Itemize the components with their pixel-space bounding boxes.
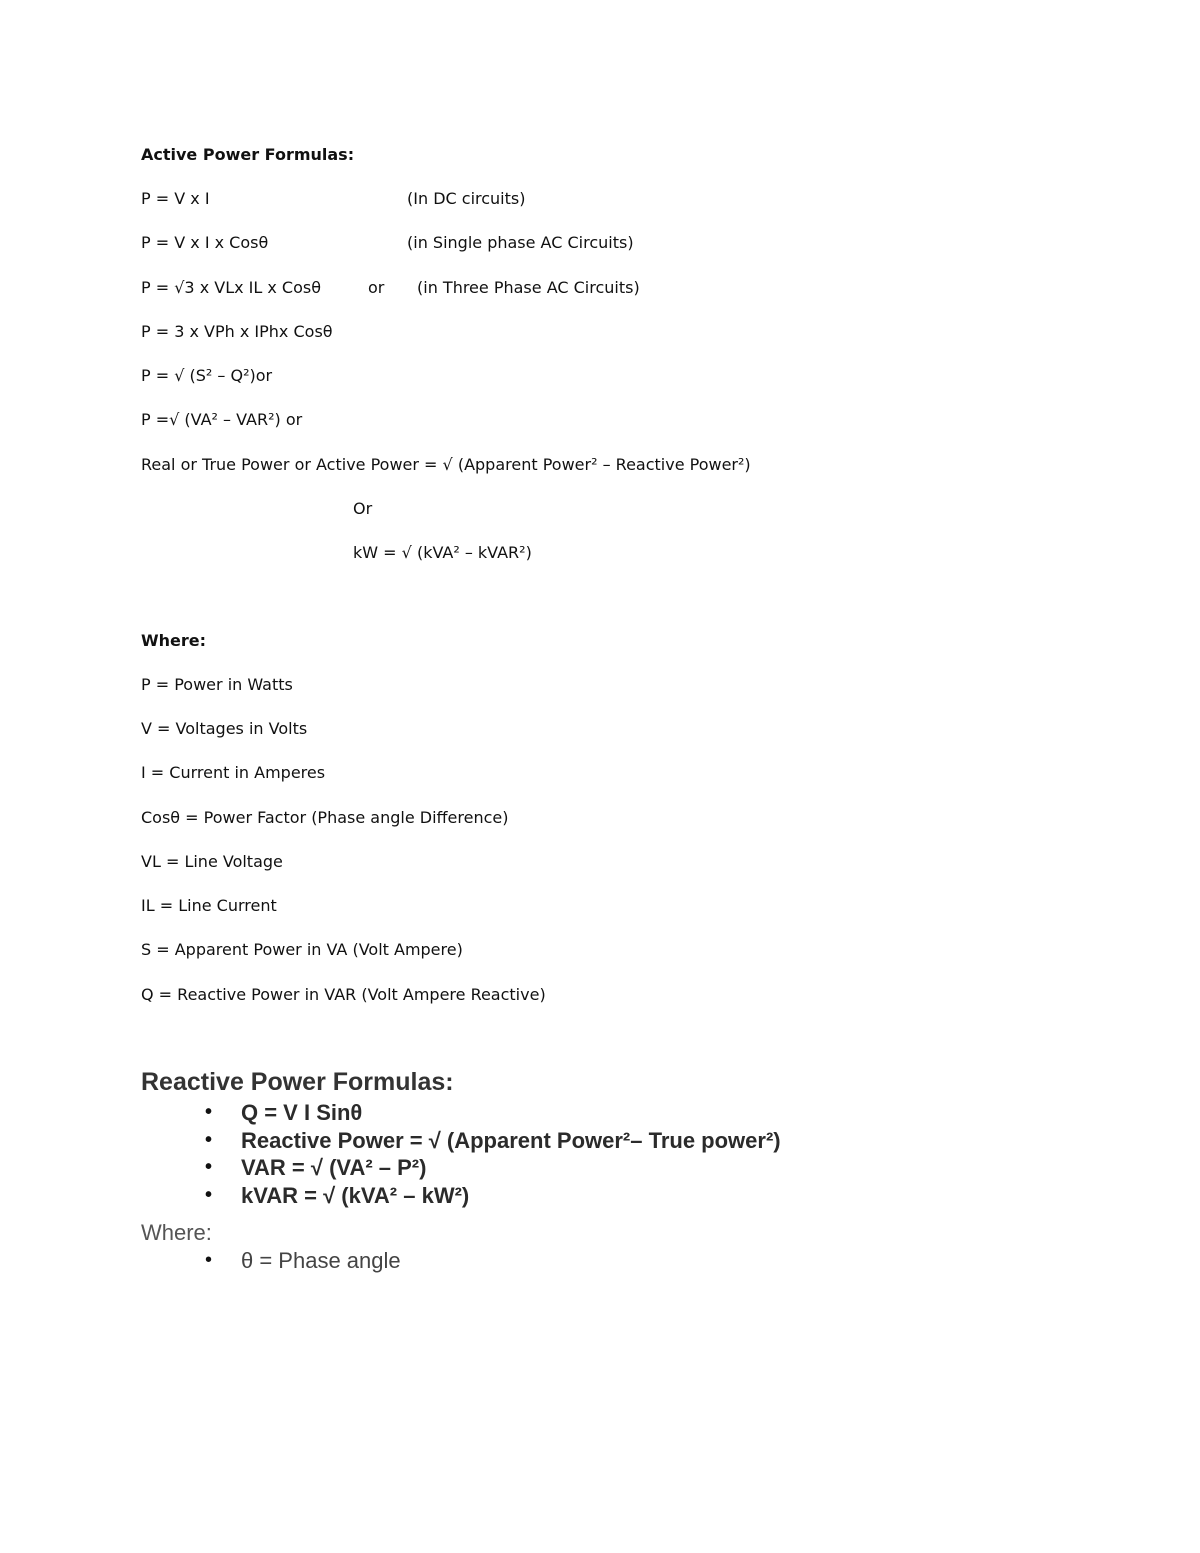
reactive-power-title: Reactive Power Formulas: — [141, 1068, 454, 1096]
reactive-formula: Reactive Power = √ (Apparent Power²– True power²) — [241, 1127, 781, 1153]
definition-item: VL = Line Voltage — [141, 852, 283, 871]
definition-item: Q = Reactive Power in VAR (Volt Ampere Reactive) — [141, 985, 546, 1004]
bullet-icon: • — [205, 1156, 213, 1178]
definition-item: IL = Line Current — [141, 896, 277, 915]
formula-line: Real or True Power or Active Power = √ (Apparent Power² – Reactive Power²) — [141, 455, 751, 474]
bullet-icon: • — [205, 1101, 213, 1123]
definition-item: Cosθ = Power Factor (Phase angle Difference) — [141, 808, 509, 827]
list-item — [141, 1154, 781, 1182]
reactive-formula: VAR = √ (VA² – P²) — [241, 1155, 427, 1180]
reactive-formula: Q = V I Sinθ — [241, 1100, 363, 1125]
where-title: Where: — [141, 631, 207, 650]
list-item — [141, 1099, 781, 1127]
formula-line: P = V x I — [141, 189, 210, 208]
definition-item: S = Apparent Power in VA (Volt Ampere) — [141, 940, 463, 959]
bullet-icon: • — [205, 1183, 213, 1206]
formula-line: kW = √ (kVA² – kVAR²) — [353, 543, 532, 562]
list-item — [141, 1247, 401, 1275]
formula-line: P =√ (VA² – VAR²) or — [141, 410, 303, 429]
list-item — [141, 1127, 781, 1155]
definition-item: I = Current in Amperes — [141, 763, 326, 782]
formula-line: P = 3 x VPh x IPhx Cosθ — [141, 322, 333, 341]
formula-note: (in Three Phase AC Circuits) — [417, 278, 640, 297]
definition-item: P = Power in Watts — [141, 675, 293, 694]
formula-line: Or — [353, 499, 373, 518]
formula-line: P = √ (S² – Q²)or — [141, 366, 273, 385]
definition-item: V = Voltages in Volts — [141, 719, 308, 738]
bullet-icon: • — [205, 1128, 213, 1151]
where-definition: θ = Phase angle — [241, 1248, 401, 1273]
list-item — [141, 1182, 781, 1210]
formula-line: P = √3 x VLx IL x Cosθ — [141, 278, 322, 297]
reactive-where-title: Where: — [141, 1220, 212, 1245]
reactive-where-list — [141, 1247, 401, 1275]
formula-note: (In DC circuits) — [407, 189, 526, 208]
formula-note: (in Single phase AC Circuits) — [407, 233, 634, 252]
active-power-title: Active Power Formulas: — [141, 145, 355, 164]
formula-line: P = V x I x Cosθ — [141, 233, 269, 252]
reactive-formula-list — [141, 1099, 781, 1209]
formula-or: or — [368, 278, 385, 297]
bullet-icon: • — [205, 1249, 213, 1271]
reactive-formula: kVAR = √ (kVA² – kW²) — [241, 1182, 470, 1208]
